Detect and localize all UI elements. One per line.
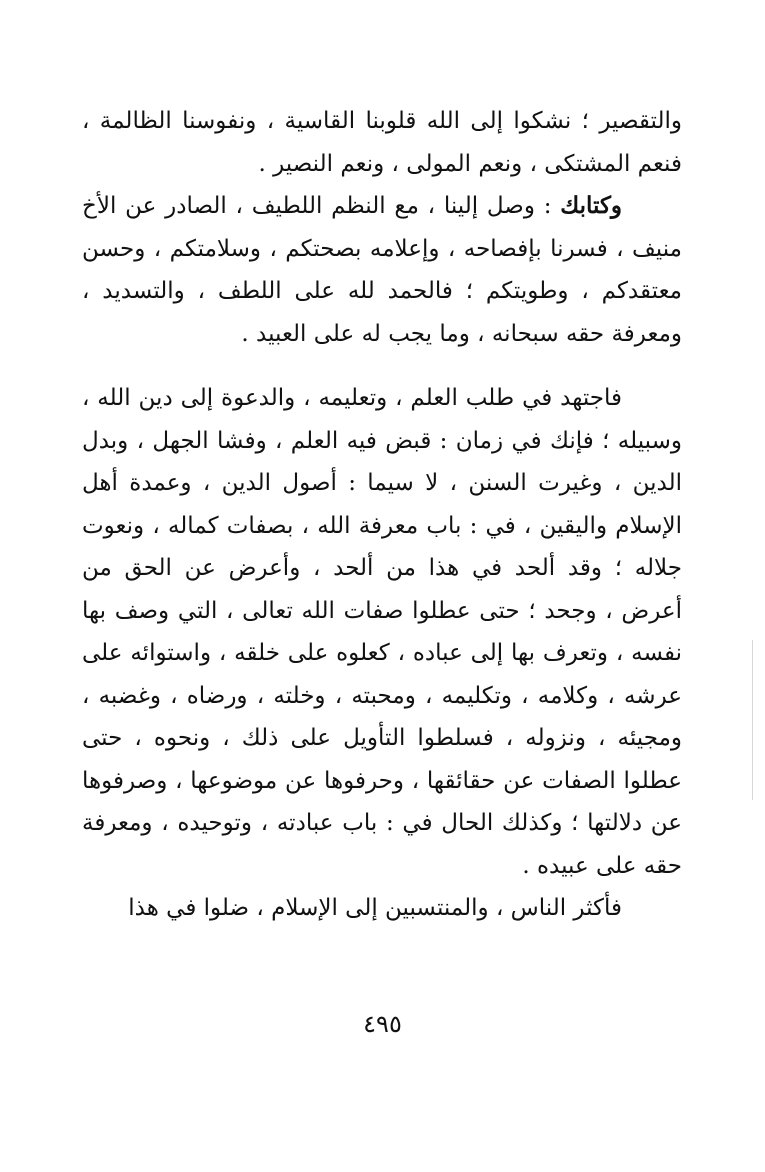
paragraph-gap [82,355,682,377]
paragraph-most-people: فأكثر الناس ، والمنتسبين إلى الإسلام ، ضلوا في هذا [128,895,622,921]
margin-divider [752,640,753,800]
paragraph-lead-word: وكتابك [560,192,623,219]
paragraph-seek-knowledge: فاجتهد في طلب العلم ، وتعليمه ، والدعوة إلى دين الله ، وسبيله ؛ فإنك في زمان : قبض فيه العلم ، وفشا الجهل ، وبدل الدين ، وغيرت السنن ، لا سيما : أصول الدين ، وعمدة أهل الإسلام واليقين ، في : باب معرفة الله ، بصفات كماله ، ونعوت جلاله ؛ وقد ألحد في هذا من ألحد ، وأعرض عن الحق من أعرض ، وجحد ؛ حتى عطلوا صفات الله تعالى ، التي وصف بها نفسه ، وتعرف بها إلى عباده ، كعلوه على خلقه ، واستوائه على عرشه ، وكلامه ، وتكليمه ، ومحبته ، وخلته ، ورضاه ، وغضبه ، ومجيئه ، ونزوله ، فسلطوا التأويل على ذلك ، ونحوه ، حتى عطلوا الصفات عن حقائقها ، وحرفوها عن موضوعها ، وصرفوها عن دلالتها ؛ وكذلك الحال في : باب عبادته ، وتوحيده ، ومعرفة حقه على عبيده . [82,385,682,879]
page-number: ٤٩٥ [363,1010,402,1038]
paragraph-letter-received [82,185,682,355]
paragraph-text: : وصل إلينا ، مع النظم اللطيف ، الصادر عن الأخ منيف ، فسرنا بإفصاحه ، وإعلامه بصحتكم ، وسلامتكم ، وحسن معتقدكم ، وطويتكم ؛ فالحمد لله على اللطف ، والتسديد ، ومعرفة حقه سبحانه ، وما يجب له على العبيد . [82,193,682,347]
page-body [82,100,682,930]
paragraph-continuation: والتقصير ؛ نشكوا إلى الله قلوبنا القاسية ، ونفوسنا الظالمة ، فنعم المشتكى ، ونعم المولى ، ونعم النصير . [82,108,682,177]
